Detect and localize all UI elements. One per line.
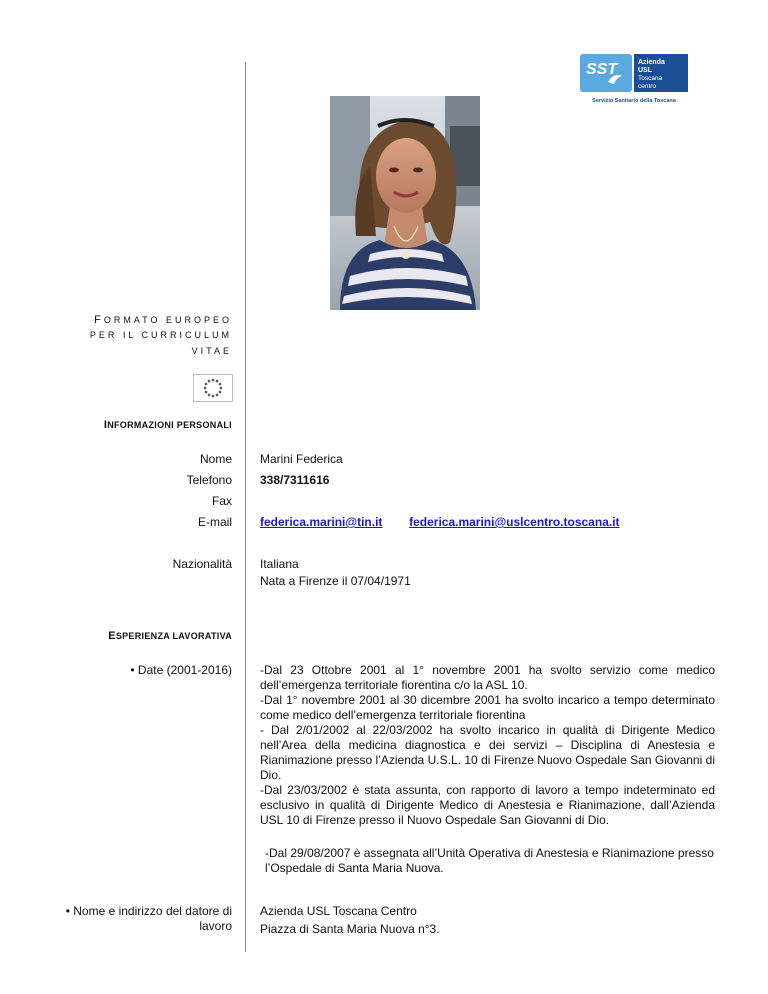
eu-star-icon (208, 380, 210, 382)
eu-star-icon (219, 383, 221, 385)
eu-star-icon (216, 394, 218, 396)
name-value: Marini Federica (260, 452, 343, 466)
logo-caption: Servizio Sanitario della Toscana (592, 98, 676, 104)
svg-text:Toscana: Toscana (638, 75, 663, 82)
email-link-primary[interactable]: federica.marini@tin.it (260, 515, 383, 529)
work-entry: -Dal 23/03/2002 è stata assunta, con rapporto di lavoro a tempo indeterminato ed esclusivo in qualità di Dirigente Medico di Anestesia e Rianimazione, dall’Azienda USL 10 di Firenze presso il Nuovo Ospedale San Giovanni di Dio. (260, 783, 715, 827)
logo-mark: SST (586, 61, 618, 78)
svg-text:USL: USL (638, 67, 652, 74)
work-entry: -Dal 23 Ottobre 2001 al 1° novembre 2001 ha svolto servizio come medico dell’emergenza territoriale fiorentina c/o la ASL 10. (260, 663, 715, 692)
email-link-secondary[interactable]: federica.marini@uslcentro.toscana.it (409, 515, 620, 529)
eu-star-icon (212, 379, 214, 381)
employer-address: Piazza di Santa Maria Nuova n°3. (260, 922, 440, 936)
column-divider (245, 62, 246, 952)
portrait-photo (330, 96, 480, 310)
work-history-paragraph (260, 663, 715, 828)
eu-star-icon (205, 391, 207, 393)
eu-star-icon (212, 395, 214, 397)
section-work-experience: ESPERIENZA LAVORATIVA (108, 630, 232, 642)
phone-value: 338/7311616 (260, 473, 330, 487)
nationality-label: Nazionalità (172, 557, 232, 571)
employer-label: • Nome e indirizzo del datore di lavoro (65, 904, 232, 933)
work-assignment-paragraph: -Dal 29/08/2007 è assegnata all’Unità Operativa di Anestesia e Rianimazione presso l’Ospedale di Santa Maria Nuova. (265, 846, 714, 875)
email-values (260, 515, 620, 529)
work-entry: - Dal 2/01/2002 al 22/03/2002 ha svolto incarico in qualità di Dirigente Medico nell’Area della medicina diagnostica e dei servizi – Disciplina di Anestesia e Rianimazione presso l’Azienda U.S.L. 10 di Firenze Nuovo Ospedale San Giovanni di Dio. (260, 723, 715, 782)
eu-star-icon (205, 383, 207, 385)
asl-toscana-logo (578, 52, 690, 100)
cv-title-line1: FORMATO EUROPEO (94, 314, 232, 326)
nationality-value: Italiana (260, 557, 299, 571)
work-dates-label: • Date (2001-2016) (130, 663, 232, 677)
section-personal-info: INFORMAZIONI PERSONALI (103, 419, 232, 431)
cv-title-line3: VITAE (191, 346, 232, 356)
email-label: E-mail (197, 515, 232, 529)
phone-label: Telefono (186, 473, 232, 487)
eu-star-icon (204, 387, 206, 389)
cv-title-line2: PER IL CURRICULUM (89, 330, 232, 340)
eu-star-icon (220, 387, 222, 389)
employer-name: Azienda USL Toscana Centro (260, 904, 417, 918)
eu-flag-icon (193, 374, 233, 402)
birth-value: Nata a Firenze il 07/04/1971 (260, 574, 411, 588)
eu-star-icon (208, 394, 210, 396)
fax-label: Fax (211, 494, 232, 508)
name-label: Nome (199, 452, 232, 466)
eu-star-icon (219, 391, 221, 393)
svg-text:centro: centro (638, 83, 657, 90)
work-entry: -Dal 1° novembre 2001 al 30 dicembre 2001 ha svolto incarico a tempo determinato come medico dell’emergenza territoriale fiorentina (260, 693, 715, 722)
svg-text:Azienda: Azienda (638, 59, 665, 66)
eu-star-icon (216, 380, 218, 382)
